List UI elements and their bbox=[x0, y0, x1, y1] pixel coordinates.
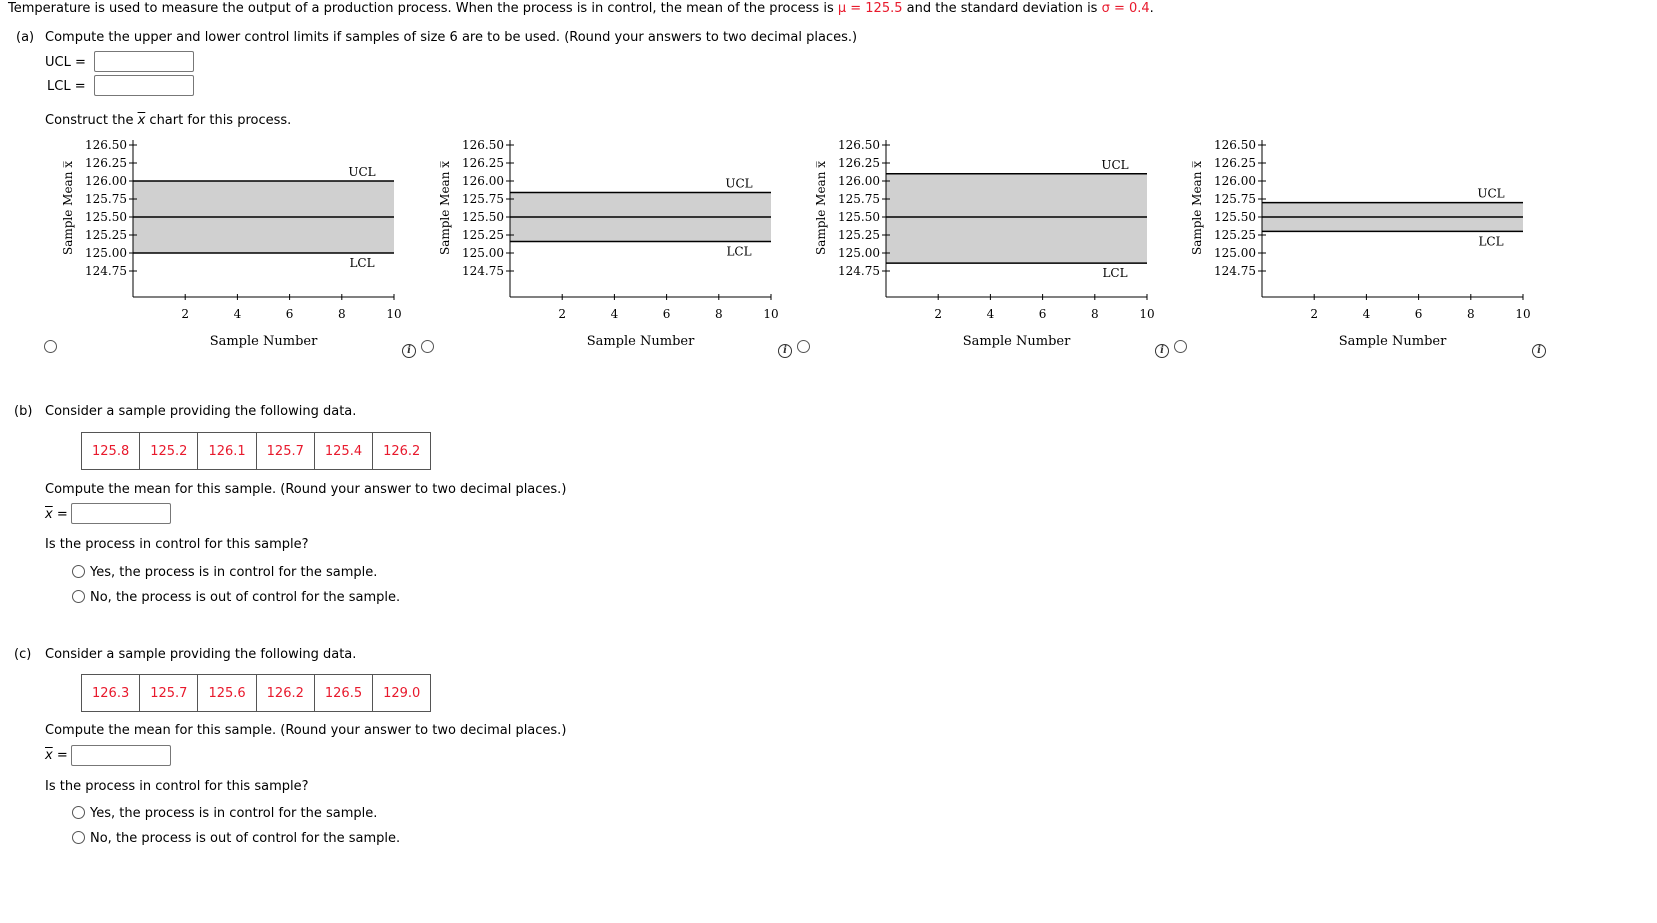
part-c-mean-question: Compute the mean for this sample. (Round your answer to two decimal places.) bbox=[45, 723, 567, 738]
data-cell: 125.4 bbox=[314, 433, 372, 470]
part-b-xbar-label: $\overline{x}$ = bbox=[45, 507, 68, 522]
data-cell: 125.6 bbox=[198, 675, 256, 712]
chart-2-x-tick-label: 6 bbox=[662, 307, 671, 321]
chart-1-y-tick-label: 125.25 bbox=[85, 228, 127, 242]
chart-2-y-tick-label: 125.00 bbox=[462, 246, 504, 260]
part-b-mean-input[interactable] bbox=[71, 503, 171, 524]
part-c-no-radio[interactable] bbox=[72, 831, 85, 844]
part-c-xbar-label: $\overline{x}$ = bbox=[45, 748, 68, 763]
problem-intro: Temperature is used to measure the output of a production process. When the process is in control, the mean of the process is μ = 125.5 and the standard deviation is σ = 0.4. bbox=[8, 1, 1154, 16]
chart-2-y-tick-label: 126.25 bbox=[462, 156, 504, 170]
part-c-control-question: Is the process in control for this sample? bbox=[45, 779, 309, 794]
chart-1-x-tick-label: 2 bbox=[181, 307, 190, 321]
part-c-mean-input[interactable] bbox=[71, 745, 171, 766]
part-b-no-radio[interactable] bbox=[72, 590, 85, 603]
part-a-question: Compute the upper and lower control limits if samples of size 6 are to be used. (Round your answers to two decimal places.) bbox=[45, 30, 858, 45]
chart-3-y-tick-label: 125.00 bbox=[838, 246, 880, 260]
chart-4-ucl-label: UCL bbox=[1477, 186, 1505, 201]
chart-4-y-tick-label: 125.00 bbox=[1214, 246, 1256, 260]
chart-2-x-axis-title: Sample Number bbox=[586, 334, 695, 349]
chart-3-x-tick-label: 2 bbox=[934, 307, 943, 321]
chart-1-x-tick-label: 4 bbox=[233, 307, 242, 321]
chart-3-y-tick-label: 124.75 bbox=[838, 264, 880, 278]
data-cell: 125.7 bbox=[140, 675, 198, 712]
data-cell: 126.2 bbox=[256, 675, 314, 712]
part-c-yes-label[interactable]: Yes, the process is in control for the sample. bbox=[90, 806, 378, 821]
chart-3-x-tick-label: 6 bbox=[1038, 307, 1047, 321]
chart-1-x-tick-label: 10 bbox=[386, 307, 402, 321]
chart-option-2-radio[interactable] bbox=[421, 340, 434, 353]
chart-3-y-tick-label: 125.50 bbox=[838, 210, 880, 224]
ucl-label: UCL = bbox=[45, 55, 86, 70]
chart-3-y-tick-label: 126.25 bbox=[838, 156, 880, 170]
chart-2-y-tick-label: 126.50 bbox=[462, 138, 504, 152]
chart-1-x-axis-title: Sample Number bbox=[209, 334, 318, 349]
chart-3-x-tick-label: 10 bbox=[1139, 307, 1155, 321]
part-b-label: (b) bbox=[14, 404, 33, 419]
chart-3-y-tick-label: 126.00 bbox=[838, 174, 880, 188]
chart-4-y-tick-label: 126.25 bbox=[1214, 156, 1256, 170]
chart-2-info-icon[interactable]: i bbox=[778, 344, 792, 358]
chart-2-y-tick-label: 124.75 bbox=[462, 264, 504, 278]
chart-2-ucl-label: UCL bbox=[725, 176, 753, 191]
chart-4-y-tick-label: 126.00 bbox=[1214, 174, 1256, 188]
chart-3-x-tick-label: 4 bbox=[986, 307, 995, 321]
chart-1-y-tick-label: 125.75 bbox=[85, 192, 127, 206]
data-cell: 126.3 bbox=[82, 675, 140, 712]
chart-option-3-radio[interactable] bbox=[797, 340, 810, 353]
data-cell: 125.7 bbox=[256, 433, 314, 470]
table-row bbox=[82, 675, 431, 712]
chart-3-x-axis-title: Sample Number bbox=[962, 334, 1071, 349]
part-b-mean-question: Compute the mean for this sample. (Round your answer to two decimal places.) bbox=[45, 482, 567, 497]
chart-2-x-tick-label: 10 bbox=[763, 307, 779, 321]
chart-3-y-tick-label: 126.50 bbox=[838, 138, 880, 152]
part-c-intro: Consider a sample providing the following data. bbox=[45, 647, 357, 662]
ucl-input[interactable] bbox=[94, 51, 194, 72]
chart-4-y-tick-label: 125.50 bbox=[1214, 210, 1256, 224]
chart-3-x-tick-label: 8 bbox=[1090, 307, 1099, 321]
chart-1-y-tick-label: 125.00 bbox=[85, 246, 127, 260]
part-c-yes-radio[interactable] bbox=[72, 806, 85, 819]
data-cell: 126.1 bbox=[198, 433, 256, 470]
data-cell: 126.5 bbox=[314, 675, 372, 712]
chart-2-y-tick-label: 125.75 bbox=[462, 192, 504, 206]
chart-1-y-axis-title: Sample Mean x̅ bbox=[61, 160, 75, 256]
construct-chart-text: Construct the $\overline{x}$ chart for this process. bbox=[45, 113, 292, 128]
chart-2-y-axis-title: Sample Mean x̅ bbox=[438, 160, 452, 256]
chart-4-y-tick-label: 125.25 bbox=[1214, 228, 1256, 242]
chart-3-y-tick-label: 125.75 bbox=[838, 192, 880, 206]
data-cell: 125.8 bbox=[82, 433, 140, 470]
lcl-label: LCL = bbox=[47, 79, 86, 94]
part-a-label: (a) bbox=[16, 30, 35, 45]
chart-1-ucl-label: UCL bbox=[348, 165, 376, 179]
part-b-intro: Consider a sample providing the following data. bbox=[45, 404, 357, 419]
chart-3-ucl-label: UCL bbox=[1101, 157, 1129, 172]
chart-4-x-tick-label: 10 bbox=[1515, 307, 1531, 321]
mu-value: μ = 125.5 bbox=[837, 1, 903, 16]
data-cell: 125.2 bbox=[140, 433, 198, 470]
chart-2-y-tick-label: 125.25 bbox=[462, 228, 504, 242]
chart-4-x-axis-title: Sample Number bbox=[1338, 334, 1447, 349]
chart-1-y-tick-label: 126.00 bbox=[85, 174, 127, 188]
chart-2-y-tick-label: 126.00 bbox=[462, 174, 504, 188]
data-cell: 129.0 bbox=[373, 675, 431, 712]
chart-option-4-radio[interactable] bbox=[1174, 340, 1187, 353]
chart-1-x-tick-label: 6 bbox=[285, 307, 294, 321]
chart-1-y-tick-label: 124.75 bbox=[85, 264, 127, 278]
chart-4-y-tick-label: 125.75 bbox=[1214, 192, 1256, 206]
chart-4-x-tick-label: 4 bbox=[1362, 307, 1371, 321]
chart-4-y-tick-label: 124.75 bbox=[1214, 264, 1256, 278]
data-cell: 126.2 bbox=[373, 433, 431, 470]
chart-4-info-icon[interactable]: i bbox=[1532, 344, 1546, 358]
chart-1-x-tick-label: 8 bbox=[337, 307, 346, 321]
chart-3-control-band bbox=[886, 174, 1147, 263]
chart-4-x-tick-label: 8 bbox=[1466, 307, 1475, 321]
lcl-input[interactable] bbox=[94, 75, 194, 96]
part-b-yes-radio[interactable] bbox=[72, 565, 85, 578]
chart-4-x-tick-label: 2 bbox=[1310, 307, 1319, 321]
part-b-yes-label[interactable]: Yes, the process is in control for the sample. bbox=[90, 565, 378, 580]
chart-2-x-tick-label: 4 bbox=[610, 307, 619, 321]
chart-1-lcl-label: LCL bbox=[349, 256, 375, 270]
chart-4-x-tick-label: 6 bbox=[1414, 307, 1423, 321]
chart-option-1-radio[interactable] bbox=[44, 340, 57, 353]
chart-2-y-tick-label: 125.50 bbox=[462, 210, 504, 224]
chart-1-y-tick-label: 126.25 bbox=[85, 156, 127, 170]
chart-3-y-tick-label: 125.25 bbox=[838, 228, 880, 242]
part-b-data-table bbox=[81, 432, 431, 470]
chart-2-x-tick-label: 8 bbox=[714, 307, 723, 321]
chart-2-x-tick-label: 2 bbox=[558, 307, 567, 321]
chart-4-y-axis-title: Sample Mean x̅ bbox=[1190, 160, 1204, 256]
chart-1-y-tick-label: 125.50 bbox=[85, 210, 127, 224]
chart-3-lcl-label: LCL bbox=[1102, 266, 1128, 281]
part-c-data-table bbox=[81, 674, 431, 712]
chart-3-info-icon[interactable]: i bbox=[1155, 344, 1169, 358]
chart-3-y-axis-title: Sample Mean x̅ bbox=[814, 160, 828, 256]
chart-1-info-icon[interactable]: i bbox=[402, 344, 416, 358]
chart-2-lcl-label: LCL bbox=[726, 244, 752, 259]
chart-4-lcl-label: LCL bbox=[1478, 234, 1504, 249]
sigma-value: σ = 0.4 bbox=[1101, 1, 1150, 16]
part-c-label: (c) bbox=[14, 647, 32, 662]
chart-4-y-tick-label: 126.50 bbox=[1214, 138, 1256, 152]
table-row bbox=[82, 433, 431, 470]
part-b-control-question: Is the process in control for this sample? bbox=[45, 537, 309, 552]
part-b-no-label[interactable]: No, the process is out of control for the sample. bbox=[90, 590, 401, 605]
part-c-no-label[interactable]: No, the process is out of control for the sample. bbox=[90, 831, 401, 846]
chart-1-y-tick-label: 126.50 bbox=[85, 138, 127, 152]
